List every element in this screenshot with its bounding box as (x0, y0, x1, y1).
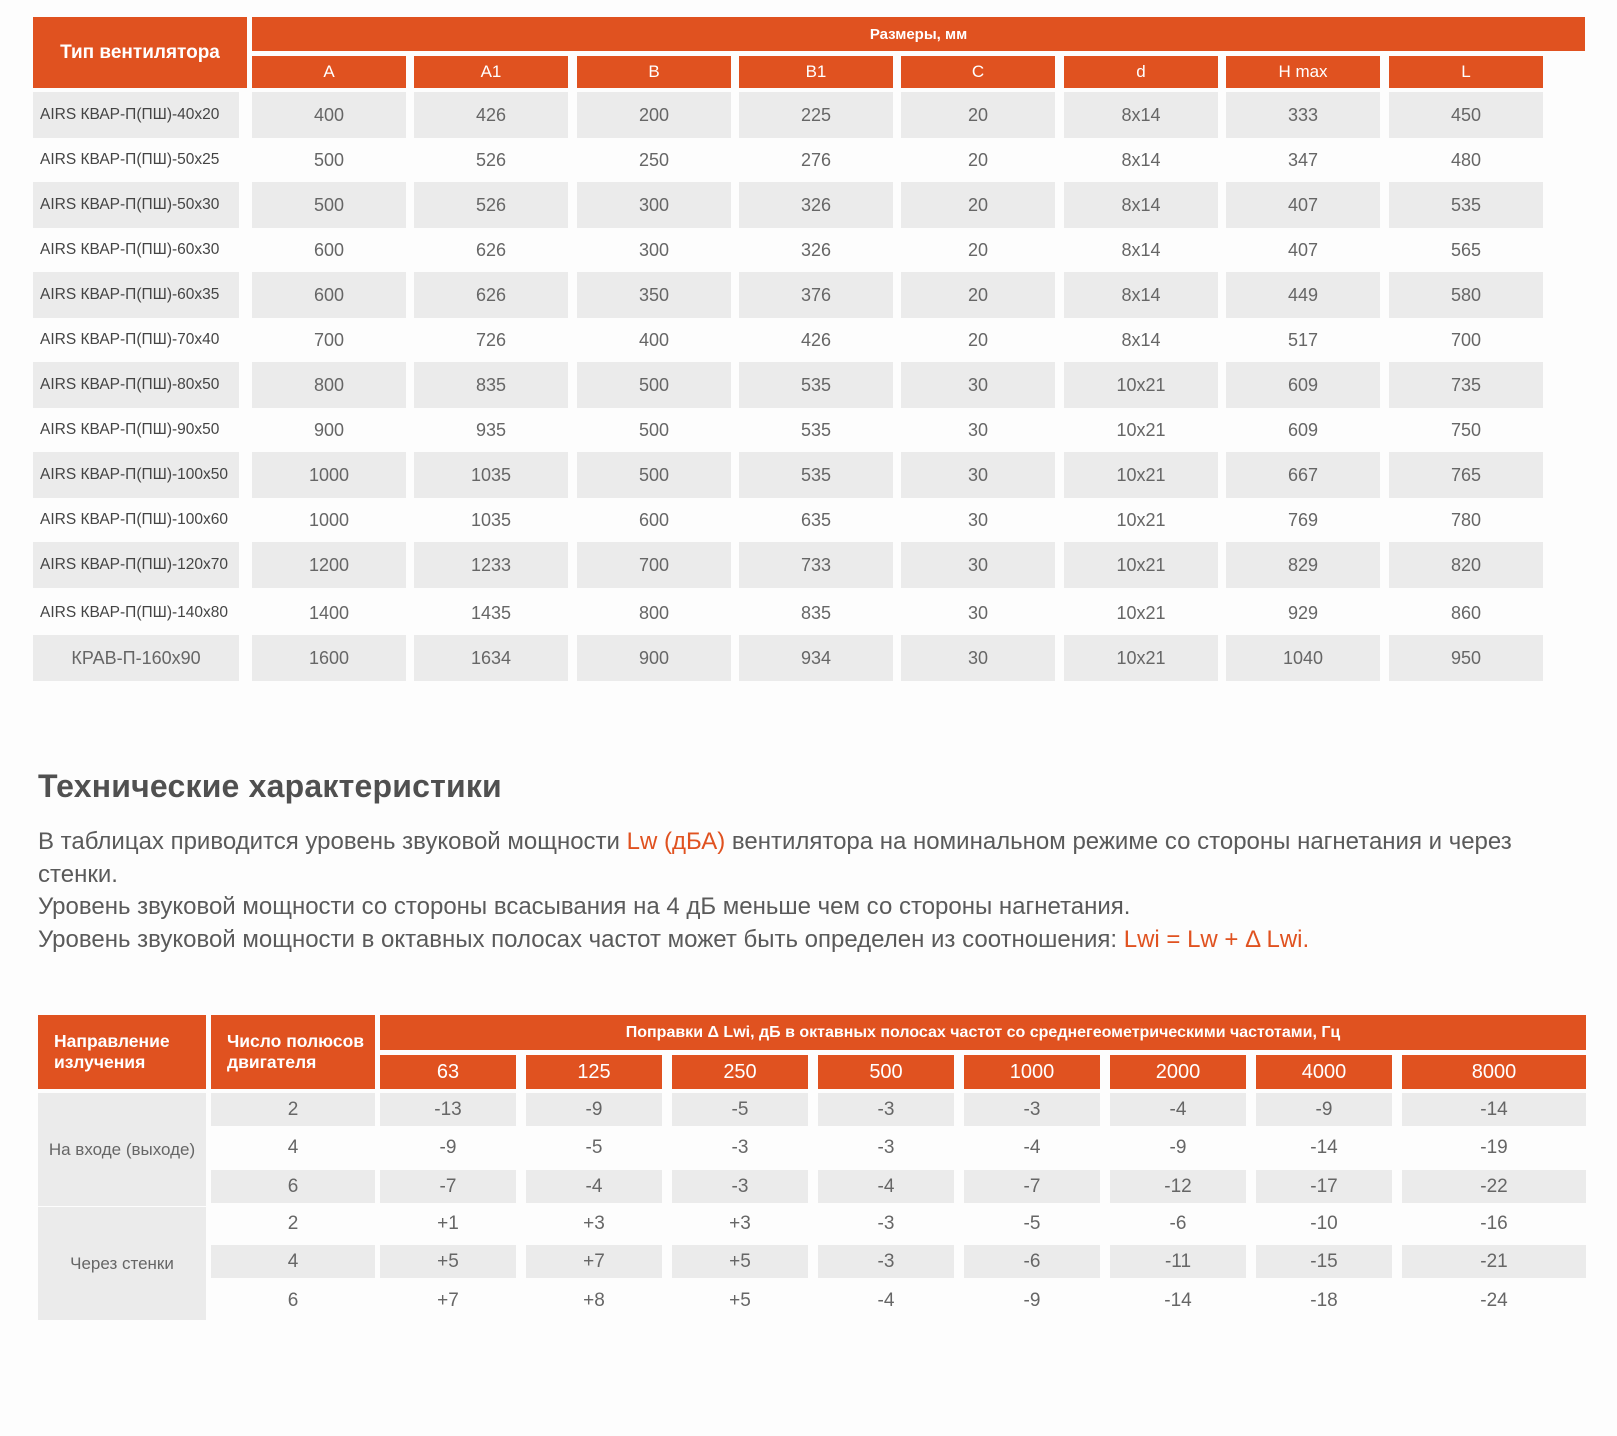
dimension-cell: 860 (1450, 602, 1482, 623)
dimension-cell: 609 (1226, 362, 1380, 408)
column-header: C (901, 56, 1055, 88)
dimension-cell: 900 (577, 635, 731, 681)
dimension-cell: 20 (901, 272, 1055, 318)
correction-cell: -9 (1169, 1136, 1187, 1158)
dimension-cell: 1400 (308, 602, 350, 623)
dimension-cell: 535 (739, 362, 893, 408)
correction-cell: +1 (437, 1212, 459, 1234)
dimension-cell: 667 (1226, 452, 1380, 498)
dimension-cell: 8x14 (1121, 149, 1161, 170)
table-row (33, 182, 1585, 228)
description-paragraph-1 (38, 826, 1583, 891)
correction-cell: -24 (1480, 1289, 1508, 1311)
text-segment: Уровень звуковой мощности в октавных полосах частот может быть определен из соотношения: (38, 925, 1124, 953)
dimension-cell: 30 (901, 542, 1055, 588)
dimension-cell: 480 (1450, 149, 1482, 170)
correction-cell: -4 (877, 1289, 895, 1311)
table-row (33, 272, 1585, 318)
section-title: Технические характеристики (38, 768, 502, 804)
correction-cell: -14 (1402, 1093, 1586, 1126)
table-row (33, 542, 1585, 588)
dimension-cell: 400 (638, 329, 670, 350)
fan-type-header: Тип вентилятора (33, 17, 247, 88)
fan-model-name: AIRS КВАР-П(ПШ)-100x60 (40, 511, 228, 528)
text-segment: вентилятора на номинальном режиме со стороны нагнетания и через стенки. (38, 828, 1512, 888)
column-header: A (252, 56, 406, 88)
correction-cell: -4 (1110, 1093, 1246, 1126)
direction-header: Направление излучения (38, 1015, 206, 1089)
dimension-cell: 250 (638, 149, 670, 170)
dimension-cell: 30 (901, 452, 1055, 498)
dimension-cell: 700 (577, 542, 731, 588)
correction-cell: +3 (583, 1212, 605, 1234)
dimension-cell: 10x21 (1064, 635, 1218, 681)
column-header: A1 (414, 56, 568, 88)
dimension-cell: 1035 (470, 509, 512, 530)
poles-cell: 2 (287, 1212, 299, 1234)
dimension-cell: 700 (313, 329, 345, 350)
table-row (33, 92, 1585, 138)
dimension-cell: 800 (638, 602, 670, 623)
correction-cell: -13 (380, 1093, 516, 1126)
direction-group-label: На входе (выходе) (38, 1093, 206, 1206)
dimension-cell: 407 (1287, 239, 1319, 260)
column-header: H max (1226, 56, 1380, 88)
correction-cell: +8 (583, 1289, 605, 1311)
table-row (33, 317, 1585, 363)
dimension-cell: 580 (1389, 272, 1543, 318)
dimension-cell: 609 (1287, 419, 1319, 440)
dimension-cell: 426 (800, 329, 832, 350)
dimension-cell: 835 (414, 362, 568, 408)
dimension-cell: 500 (577, 452, 731, 498)
poles-header: Число полюсов двигателя (211, 1015, 375, 1089)
dimension-cell: 1000 (308, 509, 350, 530)
correction-cell: -5 (672, 1093, 808, 1126)
dimension-cell: 769 (1287, 509, 1319, 530)
dimension-cell: 200 (577, 92, 731, 138)
dimension-cell: 1600 (252, 635, 406, 681)
dimension-cell: 1040 (1226, 635, 1380, 681)
dimension-cell: 8x14 (1064, 182, 1218, 228)
correction-cell: -7 (964, 1170, 1100, 1203)
table-row (33, 137, 1585, 183)
dimension-cell: 600 (638, 509, 670, 530)
table-row (38, 1245, 1586, 1278)
dimension-cell: 526 (475, 149, 507, 170)
table-row (33, 362, 1585, 408)
correction-cell: +3 (729, 1212, 751, 1234)
correction-cell: -9 (1256, 1093, 1392, 1126)
dimension-cell: 30 (901, 362, 1055, 408)
correction-cell: -4 (526, 1170, 662, 1203)
formula-highlight: Lwi = Lw + Δ Lwi. (1123, 925, 1310, 953)
correction-cell: -3 (877, 1136, 895, 1158)
correction-cell: -5 (585, 1136, 603, 1158)
dimension-cell: 934 (739, 635, 893, 681)
dimension-cell: 350 (577, 272, 731, 318)
dimension-cell: 635 (800, 509, 832, 530)
dimension-cell: 30 (967, 419, 989, 440)
table-row (33, 497, 1585, 543)
dimension-cell: 1634 (414, 635, 568, 681)
correction-cell: -10 (1310, 1212, 1338, 1234)
correction-cell: +7 (437, 1289, 459, 1311)
correction-cell: -22 (1402, 1170, 1586, 1203)
table-row (38, 1207, 1586, 1240)
dimension-cell: 929 (1287, 602, 1319, 623)
dimension-cell: 20 (967, 239, 989, 260)
table-row (33, 407, 1585, 453)
correction-cell: -9 (1023, 1289, 1041, 1311)
dimension-cell: 765 (1389, 452, 1543, 498)
poles-cell: 6 (211, 1170, 375, 1203)
frequency-header: 4000 (1256, 1055, 1392, 1089)
dimension-cell: 1000 (252, 452, 406, 498)
dimension-cell: 30 (901, 635, 1055, 681)
dimension-cell: 1435 (470, 602, 512, 623)
column-header: d (1064, 56, 1218, 88)
dimension-cell: 426 (414, 92, 568, 138)
correction-cell: -3 (877, 1212, 895, 1234)
correction-cell: -11 (1110, 1245, 1246, 1278)
dimension-cell: 326 (800, 239, 832, 260)
dimension-cell: 10x21 (1064, 362, 1218, 408)
correction-cell: -9 (526, 1093, 662, 1126)
table-row (33, 452, 1585, 498)
dimension-cell: 535 (739, 452, 893, 498)
dimension-cell: 276 (800, 149, 832, 170)
fan-model-name: AIRS КВАР-П(ПШ)-100x50 (33, 452, 239, 498)
dimension-cell: 935 (475, 419, 507, 440)
table-row (33, 227, 1585, 273)
dimension-cell: 300 (577, 182, 731, 228)
table-row (38, 1284, 1586, 1317)
column-header: L (1389, 56, 1543, 88)
dimension-cell: 535 (1389, 182, 1543, 228)
dimension-cell: 526 (414, 182, 568, 228)
correction-cell: -6 (1169, 1212, 1187, 1234)
fan-model-name: AIRS КВАР-П(ПШ)-50x30 (33, 182, 239, 228)
dimension-cell: 500 (252, 182, 406, 228)
correction-cell: -16 (1480, 1212, 1508, 1234)
fan-model-name: AIRS КВАР-П(ПШ)-90x50 (40, 421, 220, 438)
dimension-cell: 30 (967, 509, 989, 530)
dimension-cell: 535 (800, 419, 832, 440)
dimension-cell: 8x14 (1064, 272, 1218, 318)
fan-model-name: AIRS КВАР-П(ПШ)-60x35 (33, 272, 239, 318)
dimension-cell: 835 (800, 602, 832, 623)
dimension-cell: 626 (475, 239, 507, 260)
correction-cell: -3 (818, 1093, 954, 1126)
correction-cell: -21 (1402, 1245, 1586, 1278)
lw-highlight: Lw (дБА) (626, 828, 726, 855)
correction-cell: -14 (1310, 1136, 1338, 1158)
fan-model-name: AIRS КВАР-П(ПШ)-70x40 (40, 331, 220, 348)
dimension-cell: 10x21 (1064, 542, 1218, 588)
fan-model-name: AIRS КВАР-П(ПШ)-140x80 (40, 604, 228, 621)
dimension-cell: 800 (252, 362, 406, 408)
poles-cell: 4 (287, 1136, 299, 1158)
correction-cell: -12 (1110, 1170, 1246, 1203)
dimension-cell: 500 (313, 149, 345, 170)
fan-model-name: AIRS КВАР-П(ПШ)-50x25 (40, 151, 220, 168)
table-row (33, 590, 1585, 636)
correction-cell: -19 (1480, 1136, 1508, 1158)
frequency-header: 500 (818, 1055, 954, 1089)
fan-model-name: AIRS КВАР-П(ПШ)-60x30 (40, 241, 220, 258)
dimension-cell: 30 (967, 602, 989, 623)
correction-cell: +5 (729, 1289, 751, 1311)
dimension-cell: 950 (1389, 635, 1543, 681)
dimension-cell: 10x21 (1064, 452, 1218, 498)
dimension-cell: 726 (475, 329, 507, 350)
correction-cell: -5 (1023, 1212, 1041, 1234)
dimension-cell: 750 (1450, 419, 1482, 440)
dimension-cell: 500 (638, 419, 670, 440)
correction-cell: +7 (526, 1245, 662, 1278)
correction-cell: +5 (672, 1245, 808, 1278)
frequency-header: 125 (526, 1055, 662, 1089)
dimension-cell: 400 (252, 92, 406, 138)
dimension-cell: 326 (739, 182, 893, 228)
dimension-cell: 565 (1450, 239, 1482, 260)
poles-cell: 4 (211, 1245, 375, 1278)
dimension-cell: 333 (1226, 92, 1380, 138)
dimension-cell: 8x14 (1121, 239, 1161, 260)
dimension-cell: 407 (1226, 182, 1380, 228)
correction-cell: -6 (964, 1245, 1100, 1278)
dimension-cell: 347 (1287, 149, 1319, 170)
dimension-cell: 829 (1226, 542, 1380, 588)
section-description (38, 826, 1583, 956)
dimension-cell: 225 (739, 92, 893, 138)
column-header: B (577, 56, 731, 88)
dimension-cell: 450 (1389, 92, 1543, 138)
dimension-cell: 600 (313, 239, 345, 260)
correction-cell: -4 (818, 1170, 954, 1203)
correction-cell: -17 (1256, 1170, 1392, 1203)
direction-group-label: Через стенки (38, 1207, 206, 1320)
correction-cell: -4 (1023, 1136, 1041, 1158)
dimension-cell: 626 (414, 272, 568, 318)
dimension-cell: 10x21 (1116, 419, 1166, 440)
poles-cell: 2 (211, 1093, 375, 1126)
correction-cell: -14 (1164, 1289, 1192, 1311)
dimension-cell: 780 (1450, 509, 1482, 530)
table-row (33, 635, 1585, 681)
correction-cell: -3 (818, 1245, 954, 1278)
dimension-cell: 600 (252, 272, 406, 318)
frequency-header: 8000 (1402, 1055, 1586, 1089)
dimension-cell: 376 (739, 272, 893, 318)
dimension-cell: 700 (1450, 329, 1482, 350)
dimension-cell: 20 (967, 329, 989, 350)
dimension-cell: 20 (967, 149, 989, 170)
table-row (38, 1093, 1586, 1126)
fan-model-name: AIRS КВАР-П(ПШ)-120x70 (33, 542, 239, 588)
dimension-cell: 20 (901, 92, 1055, 138)
fan-model-name: AIRS КВАР-П(ПШ)-40x20 (33, 92, 239, 138)
correction-cell: -15 (1256, 1245, 1392, 1278)
frequency-header: 63 (380, 1055, 516, 1089)
description-paragraph-3 (38, 924, 1583, 957)
fan-model-name: КРАВ-П-160x90 (33, 635, 239, 681)
frequency-header: 2000 (1110, 1055, 1246, 1089)
dimension-cell: 735 (1389, 362, 1543, 408)
dimension-cell: 300 (638, 239, 670, 260)
dimension-cell: 1233 (414, 542, 568, 588)
dimension-cell: 733 (739, 542, 893, 588)
correction-cell: -3 (731, 1136, 749, 1158)
corrections-group-header: Поправки Δ Lwi, дБ в октавных полосах частот со среднегеометрическими частотами, Гц (380, 1015, 1586, 1050)
correction-cell: -3 (964, 1093, 1100, 1126)
dimension-cell: 449 (1226, 272, 1380, 318)
dimension-cell: 8x14 (1121, 329, 1161, 350)
correction-cell: -9 (439, 1136, 457, 1158)
dimension-cell: 8x14 (1064, 92, 1218, 138)
table-row (38, 1170, 1586, 1203)
correction-cell: -18 (1310, 1289, 1338, 1311)
dimension-cell: 517 (1287, 329, 1319, 350)
dimension-cell: 900 (313, 419, 345, 440)
dimension-cell: 20 (901, 182, 1055, 228)
dimension-cell: 10x21 (1116, 602, 1166, 623)
text-segment: В таблицах приводится уровень звуковой мощности (38, 828, 627, 855)
dimension-cell: 1035 (414, 452, 568, 498)
dimensions-group-header: Размеры, мм (252, 17, 1585, 51)
correction-cell: -3 (672, 1170, 808, 1203)
description-paragraph-2: Уровень звуковой мощности со стороны всасывания на 4 дБ меньше чем со стороны нагнетания. (38, 893, 1131, 920)
dimension-cell: 500 (577, 362, 731, 408)
frequency-header: 250 (672, 1055, 808, 1089)
dimension-cell: 820 (1389, 542, 1543, 588)
frequency-header: 1000 (964, 1055, 1100, 1089)
fan-model-name: AIRS КВАР-П(ПШ)-80x50 (33, 362, 239, 408)
table-row (38, 1131, 1586, 1164)
correction-cell: -7 (380, 1170, 516, 1203)
poles-cell: 6 (287, 1289, 299, 1311)
correction-cell: +5 (380, 1245, 516, 1278)
dimension-cell: 1200 (252, 542, 406, 588)
column-header: B1 (739, 56, 893, 88)
dimension-cell: 10x21 (1116, 509, 1166, 530)
